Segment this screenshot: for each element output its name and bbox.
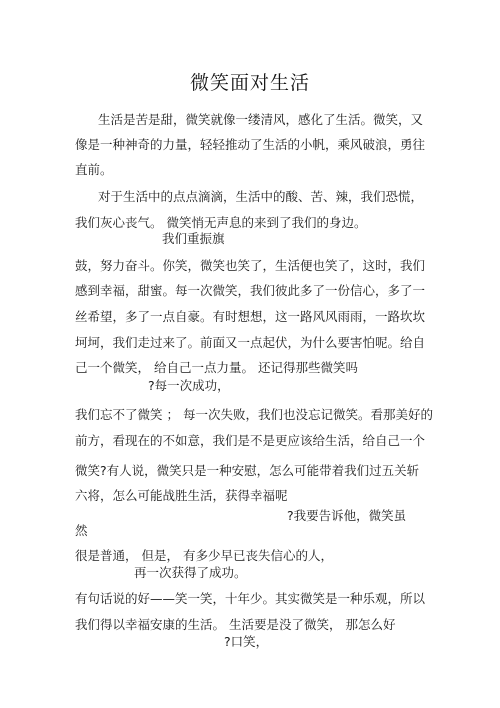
text-line: ?每一次成功， (148, 378, 230, 393)
text-line: 再一次获得了成功。 (134, 565, 247, 580)
text-line: 我们灰心丧气。 微笑悄无声息的来到了我们的身边。 (75, 215, 367, 230)
text-line: 我们重振旗 (162, 231, 225, 246)
text-line: 前方，看现在的不如意，我们是不是更应该给生活，给自己一个 (75, 433, 426, 448)
page-title: 微笑面对生活 (189, 72, 310, 94)
text-line: 丝希望，多了一点自豪。有时想想，这一路风风雨雨，一路坎坎 (75, 309, 426, 324)
text-line: 对于生活中的点点滴滴，生活中的酸、苦、辣，我们恐慌， (98, 189, 424, 204)
text-line: 六将，怎么可能战胜生活，获得幸福呢 (75, 488, 288, 503)
text-line: 直前。 (75, 162, 113, 177)
text-line: ?口笑， (224, 634, 269, 649)
text-line: 生活是苦是甜，微笑就像一缕清风，感化了生活。微笑，又 (98, 112, 424, 127)
text-line: 然 (75, 523, 88, 538)
text-line: 坷坷，我们走过来了。前面又一点起伏，为什么要害怕呢。给自 (75, 335, 426, 350)
text-line: 像是一种神奇的力量，轻轻推动了生活的小帆，乘风破浪，勇往 (75, 137, 426, 152)
text-line: ?我要告诉他，微笑虽 (287, 508, 407, 523)
text-line: 我们得以幸福安康的生活。 生活要是没了微笑， 那怎么好 (75, 617, 396, 632)
text-line: 鼓，努力奋斗。你笑，微笑也笑了，生活便也笑了，这时，我们 (75, 258, 426, 273)
text-line: 己一个微笑， 给自己一点力量。 还记得那些微笑吗 (75, 360, 358, 375)
text-line: 我们忘不了微笑 ； 每一次失败，我们也没忘记微笑。看那美好的 (75, 407, 433, 422)
text-line: 微笑?有人说，微笑只是一种安慰，怎么可能带着我们过五关斩 (75, 463, 420, 478)
text-line: 感到幸福，甜蜜。每一次微笑，我们彼此多了一份信心，多了一 (75, 283, 426, 298)
text-line: 有句话说的好——笑一笑，十年少。其实微笑是一种乐观，所以 (75, 591, 426, 606)
text-line: 很是普通， 但是， 有多少早已丧失信心的人， (75, 548, 333, 563)
